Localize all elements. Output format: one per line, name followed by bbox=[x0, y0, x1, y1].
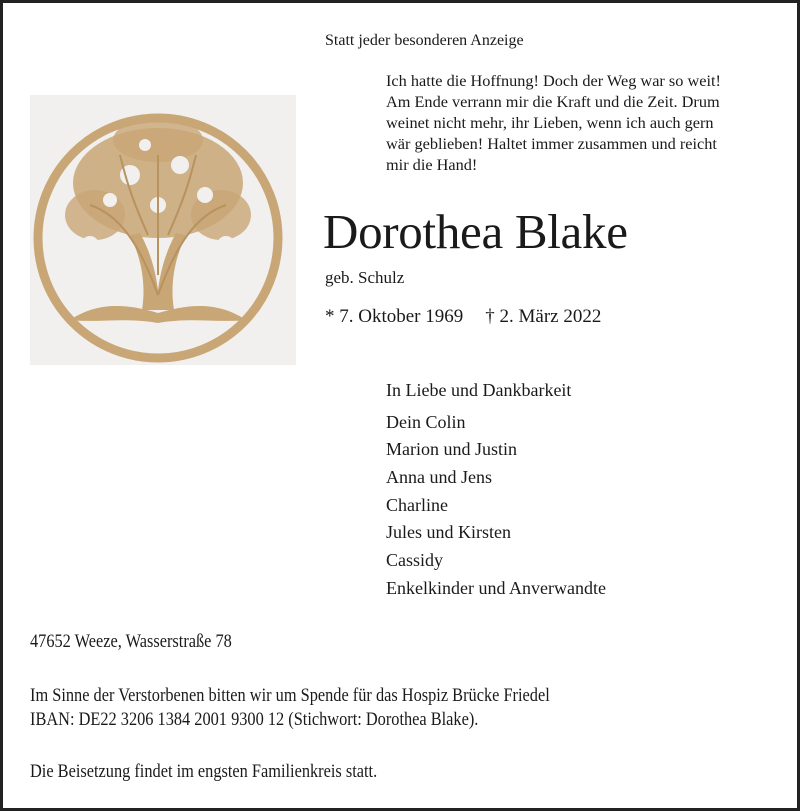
quote bbox=[386, 70, 721, 175]
family-member: Jules und Kirsten bbox=[386, 522, 511, 543]
maiden-name: geb. Schulz bbox=[325, 268, 405, 287]
family-member: Cassidy bbox=[386, 550, 444, 571]
tree-of-life-icon bbox=[30, 95, 296, 365]
family-heading: In Liebe und Dankbarkeit bbox=[386, 380, 572, 400]
family-list bbox=[386, 377, 606, 603]
family-member: Marion und Justin bbox=[386, 439, 518, 460]
intro-text: Statt jeder besonderen Anzeige bbox=[325, 32, 524, 49]
donation-request: Im Sinne der Verstorbenen bitten wir um Spende für das Hospiz Brücke Friedel bbox=[30, 685, 550, 706]
family-member: Anna und Jens bbox=[386, 467, 492, 488]
quote-line: weinet nicht mehr, ihr Lieben, wenn ich auch gern bbox=[386, 113, 714, 132]
birth-date: * 7. Oktober 1969 bbox=[325, 306, 464, 327]
address: 47652 Weeze, Wasserstraße 78 bbox=[30, 631, 232, 652]
death-date: † 2. März 2022 bbox=[485, 306, 602, 327]
donation-iban: IBAN: DE22 3206 1384 2001 9300 12 (Stichwort: Dorothea Blake). bbox=[30, 709, 479, 730]
quote-line: wär geblieben! Haltet immer zusammen und reicht bbox=[386, 134, 717, 153]
family-member: Enkelkinder und Anverwandte bbox=[386, 577, 606, 598]
life-dates bbox=[325, 306, 601, 328]
quote-line: mir die Hand! bbox=[386, 155, 478, 174]
family-member: Dein Colin bbox=[386, 411, 466, 432]
quote-line: Am Ende verrann mir die Kraft und die Zeit. Drum bbox=[386, 92, 720, 111]
deceased-name: Dorothea Blake bbox=[323, 204, 628, 259]
quote-line: Ich hatte die Hoffnung! Doch der Weg war so weit! bbox=[386, 71, 721, 90]
tree-of-life-image bbox=[30, 95, 296, 365]
burial-note: Die Beisetzung findet im engsten Familienkreis statt. bbox=[30, 761, 378, 782]
family-member: Charline bbox=[386, 494, 448, 515]
